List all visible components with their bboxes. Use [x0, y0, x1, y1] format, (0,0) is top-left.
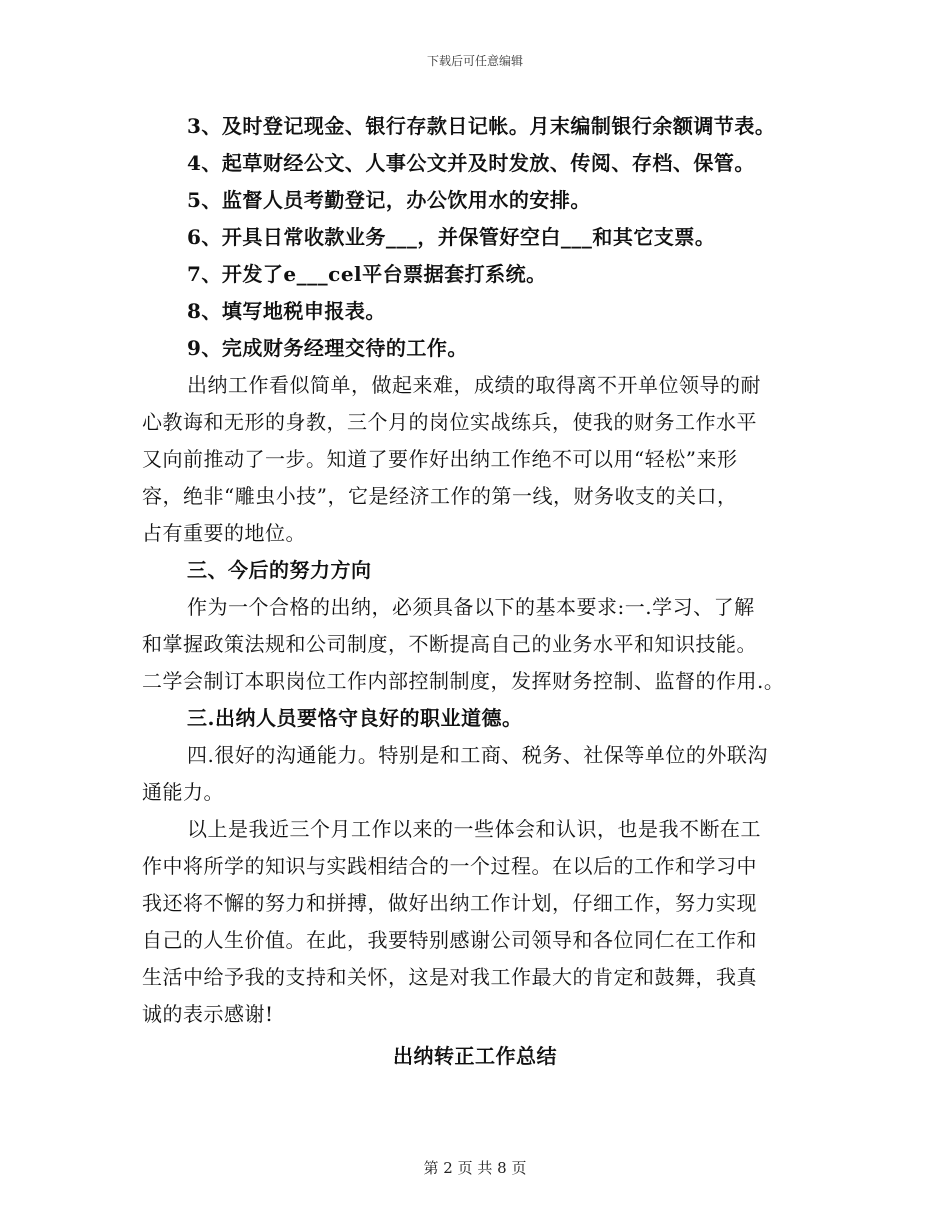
text-line: 7、开发了e___cel平台票据套打系统。	[187, 262, 547, 286]
page-footer: 第 2 页 共 8 页	[423, 1159, 527, 1177]
text-line: 9、完成财务经理交待的工作。	[187, 336, 468, 360]
text-line: 三、今后的努力方向	[187, 558, 372, 582]
document-body	[142, 108, 822, 1033]
text-line: 3、及时登记现金、银行存款日记帐。月末编制银行余额调节表。	[187, 114, 776, 138]
text-line: 三.出纳人员要恪守良好的职业道德。	[187, 706, 523, 730]
text-line: 作为一个合格的出纳，必须具备以下的基本要求:一.学习、了解	[187, 595, 755, 619]
text-line: 作中将所学的知识与实践相结合的一个过程。在以后的工作和学习中	[142, 854, 757, 878]
text-line: 5、监督人员考勤登记，办公饮用水的安排。	[187, 188, 591, 212]
text-line: 出纳工作看似简单，做起来难，成绩的取得离不开单位领导的耐	[187, 373, 761, 397]
text-line: 通能力。	[142, 780, 224, 804]
text-line: 四.很好的沟通能力。特别是和工商、税务、社保等单位的外联沟	[187, 743, 768, 767]
text-line: 6、开具日常收款业务___，并保管好空白___和其它支票。	[187, 225, 716, 249]
text-line: 以上是我近三个月工作以来的一些体会和认识，也是我不断在工	[187, 817, 761, 841]
text-line: 占有重要的地位。	[142, 521, 306, 545]
text-line: 我还将不懈的努力和拼搏，做好出纳工作计划，仔细工作，努力实现	[142, 891, 757, 915]
text-line: 生活中给予我的支持和关怀，这是对我工作最大的肯定和鼓舞，我真	[142, 965, 757, 989]
text-line: 自己的人生价值。在此，我要特别感谢公司领导和各位同仁在工作和	[142, 928, 757, 952]
text-line: 和掌握政策法规和公司制度，不断提高自己的业务水平和知识技能。	[142, 632, 757, 656]
text-line: 又向前推动了一步。知道了要作好出纳工作绝不可以用“轻松”来形	[142, 447, 738, 471]
text-line: 8、填写地税申报表。	[187, 299, 386, 323]
page-header: 下载后可任意编辑	[426, 54, 523, 68]
text-line: 诚的表示感谢!	[142, 1002, 274, 1026]
text-line: 二学会制订本职岗位工作内部控制制度，发挥财务控制、监督的作用.。	[142, 669, 785, 693]
section-title: 出纳转正工作总结	[393, 1044, 557, 1068]
text-line: 心教诲和无形的身教，三个月的岗位实战练兵，使我的财务工作水平	[142, 410, 757, 434]
text-line: 4、起草财经公文、人事公文并及时发放、传阅、存档、保管。	[187, 151, 755, 175]
text-line: 容，绝非“雕虫小技”，它是经济工作的第一线，财务收支的关口，	[142, 484, 738, 508]
